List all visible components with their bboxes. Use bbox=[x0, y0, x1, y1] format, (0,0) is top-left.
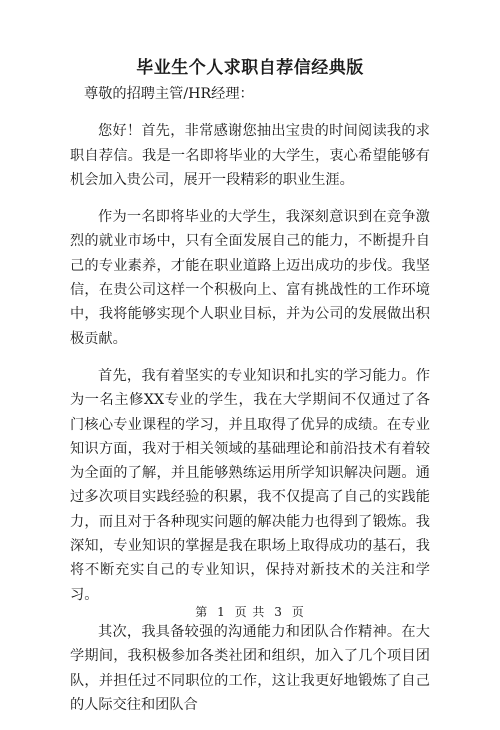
page-prefix: 第 bbox=[195, 605, 209, 619]
page-total: 3 bbox=[274, 605, 283, 619]
document-body bbox=[70, 82, 430, 730]
page-suffix: 页 bbox=[291, 605, 305, 619]
paragraph-communication-skills: 其次，我具备较强的沟通能力和团队合作精神。在大学期间，我积极参加各类社团和组织，加入了几个项目团队，并担任过不同职位的工作，这让我更好地锻炼了自己的人际交往和团队合 bbox=[70, 623, 430, 713]
page-mid: 页 共 bbox=[234, 605, 266, 619]
document-title: 毕业生个人求职自荐信经典版 bbox=[136, 58, 364, 78]
paragraph-greeting: 您好！首先，非常感谢您抽出宝贵的时间阅读我的求职自荐信。我是一名即将毕业的大学生，衷心希望能够有机会加入贵公司，展开一段精彩的职业生涯。 bbox=[70, 123, 430, 188]
page-number-footer bbox=[0, 603, 500, 620]
paragraph-motivation: 作为一名即将毕业的大学生，我深刻意识到在竞争激烈的就业市场中，只有全面发展自己的能力，不断提升自己的专业素养，才能在职业道路上迈出成功的步伐。我坚信，在贵公司这样一个积极向上、富有挑战性的工作环境中，我将能够实现个人职业目标，并为公司的发展做出积极贡献。 bbox=[70, 209, 430, 347]
salutation: 尊敬的招聘主管/HR经理： bbox=[84, 86, 254, 102]
page-current: 1 bbox=[217, 605, 226, 619]
paragraph-professional-skills: 首先，我有着坚实的专业知识和扎实的学习能力。作为一名主修XX专业的学生，我在大学期间不仅通过了各门核心专业课程的学习，并且取得了优异的成绩。在专业知识方面，我对于相关领域的基础理论和前沿技术有着较为全面的了解，并且能够熟练运用所学知识解决问题。通过多次项目实践经验的积累，我不仅提高了自己的实践能力，而且对于各种现实问题的解决能力也得到了锻炼。我深知，专业知识的掌握是我在职场上取得成功的基石，我将不断充实自己的专业知识，保持对新技术的关注和学习。 bbox=[70, 367, 430, 603]
